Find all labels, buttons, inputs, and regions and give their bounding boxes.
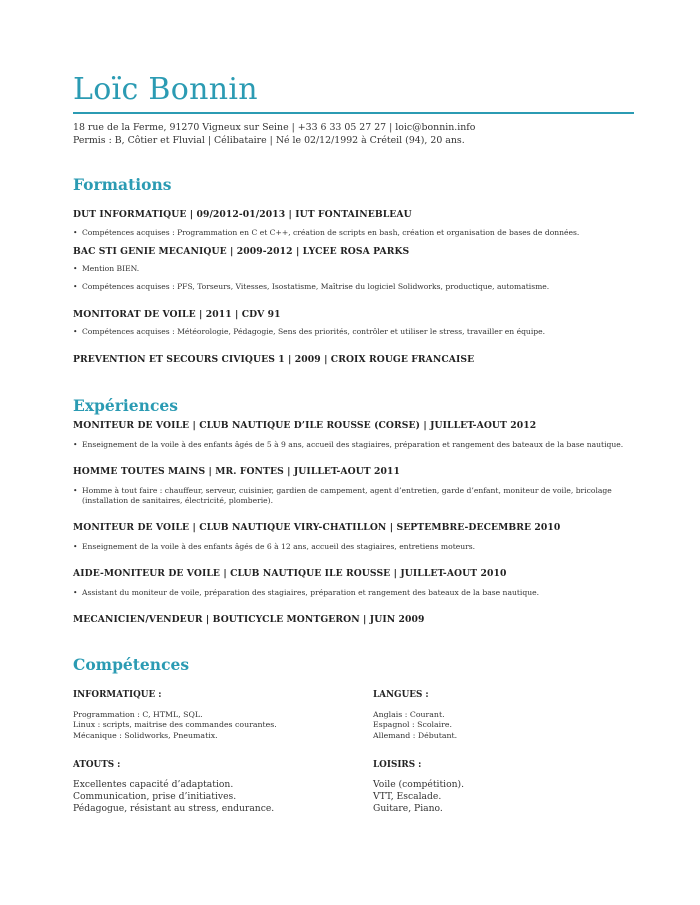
formation-heading: MONITORAT DE VOILE | 2011 | CDV 91 — [73, 309, 281, 320]
bullet-item: • Compétences acquises : Météorologie, Pédagogie, Sens des priorités, contrôler et utiliser le stress, travailler en équipe. — [73, 327, 546, 336]
skill-line: Communication, prise d’initiatives. — [73, 791, 237, 802]
section-title-experiences: Expériences — [73, 396, 178, 415]
formation-heading: PREVENTION ET SECOURS CIVIQUES 1 | 2009 | CROIX ROUGE FRANCAISE — [73, 354, 475, 365]
bullet-item: • Enseignement de la voile à des enfants âgés de 5 à 9 ans, accueil des stagiaires, préparation et rangement des bateaux de la base nautique. — [73, 440, 624, 449]
bullet-item: • Homme à tout faire : chauffeur, serveur, cuisinier, gardien de campement, agent d’entretien, garde d’enfant, moniteur de voile, bricolage (installation de sanitaires, électricité, plomberie). — [73, 486, 612, 505]
skill-line: VTT, Escalade. — [373, 791, 442, 802]
bullet-icon: • — [73, 486, 78, 495]
skills-atouts-title: ATOUTS : — [73, 760, 121, 770]
experience-heading: MECANICIEN/VENDEUR | BOUTICYCLE MONTGERON | JUIN 2009 — [73, 614, 425, 625]
bullet-icon: • — [73, 228, 78, 237]
bullet-item: • Enseignement de la voile à des enfants âgés de 6 à 12 ans, accueil des stagiaires, entretiens moteurs. — [73, 542, 476, 551]
skills-informatique-title: INFORMATIQUE : — [73, 690, 162, 700]
skill-line: Voile (compétition). — [373, 779, 465, 790]
skill-line: Pédagogue, résistant au stress, endurance. — [73, 803, 275, 814]
contact-line-address: 18 rue de la Ferme, 91270 Vigneux sur Seine | +33 6 33 05 27 27 | loic@bonnin.info — [73, 122, 476, 133]
bullet-icon: • — [73, 588, 78, 597]
bullet-icon: • — [73, 282, 78, 291]
experience-heading: MONITEUR DE VOILE | CLUB NAUTIQUE VIRY-CHATILLON | SEPTEMBRE-DECEMBRE 2010 — [73, 522, 561, 533]
formation-heading: DUT INFORMATIQUE | 09/2012-01/2013 | IUT FONTAINEBLEAU — [73, 209, 412, 220]
candidate-name: Loïc Bonnin — [73, 72, 258, 107]
skill-line: Espagnol : Scolaire. — [373, 720, 452, 730]
bullet-item: • Compétences acquises : Programmation en C et C++, création de scripts en bash, création et organisation de bases de données. — [73, 228, 580, 237]
header-divider — [73, 112, 634, 114]
contact-line-personal: Permis : B, Côtier et Fluvial | Célibataire | Né le 02/12/1992 à Créteil (94), 20 ans. — [73, 135, 465, 146]
skill-line: Guitare, Piano. — [373, 803, 443, 814]
skills-loisirs-title: LOISIRS : — [373, 760, 422, 770]
bullet-icon: • — [73, 440, 78, 449]
skills-loisirs-list — [373, 779, 464, 815]
bullet-icon: • — [73, 327, 78, 336]
section-title-competences: Compétences — [73, 655, 190, 674]
skills-informatique-list — [73, 710, 277, 741]
skills-langues-list — [373, 710, 457, 741]
skill-line: Excellentes capacité d’adaptation. — [73, 779, 234, 790]
bullet-icon: • — [73, 264, 78, 273]
skills-langues-title: LANGUES : — [373, 690, 429, 700]
skills-atouts-list — [73, 779, 274, 815]
section-title-formations: Formations — [73, 175, 172, 194]
bullet-item: • Compétences acquises : PFS, Torseurs, Vitesses, Isostatisme, Maîtrise du logiciel Solidworks, productique, automatisme. — [73, 282, 550, 291]
experience-heading: AIDE-MONITEUR DE VOILE | CLUB NAUTIQUE ILE ROUSSE | JUILLET-AOUT 2010 — [73, 568, 507, 579]
bullet-icon: • — [73, 542, 78, 551]
skill-line: Mécanique : Solidworks, Pneumatix. — [73, 730, 218, 740]
bullet-item: • Assistant du moniteur de voile, préparation des stagiaires, préparation et rangement des bateaux de la base nautique. — [73, 588, 540, 597]
experience-heading: MONITEUR DE VOILE | CLUB NAUTIQUE D’ILE ROUSSE (CORSE) | JUILLET-AOUT 2012 — [73, 420, 537, 431]
formation-heading: BAC STI GENIE MECANIQUE | 2009-2012 | LYCEE ROSA PARKS — [73, 246, 410, 257]
skill-line: Allemand : Débutant. — [373, 730, 458, 740]
skill-line: Linux : scripts, maitrise des commandes courantes. — [73, 720, 277, 730]
experience-heading: HOMME TOUTES MAINS | MR. FONTES | JUILLET-AOUT 2011 — [73, 466, 401, 477]
bullet-item: • Mention BIEN. — [73, 264, 140, 273]
skill-line: Anglais : Courant. — [373, 710, 445, 719]
skill-line: Programmation : C, HTML, SQL. — [73, 710, 203, 719]
